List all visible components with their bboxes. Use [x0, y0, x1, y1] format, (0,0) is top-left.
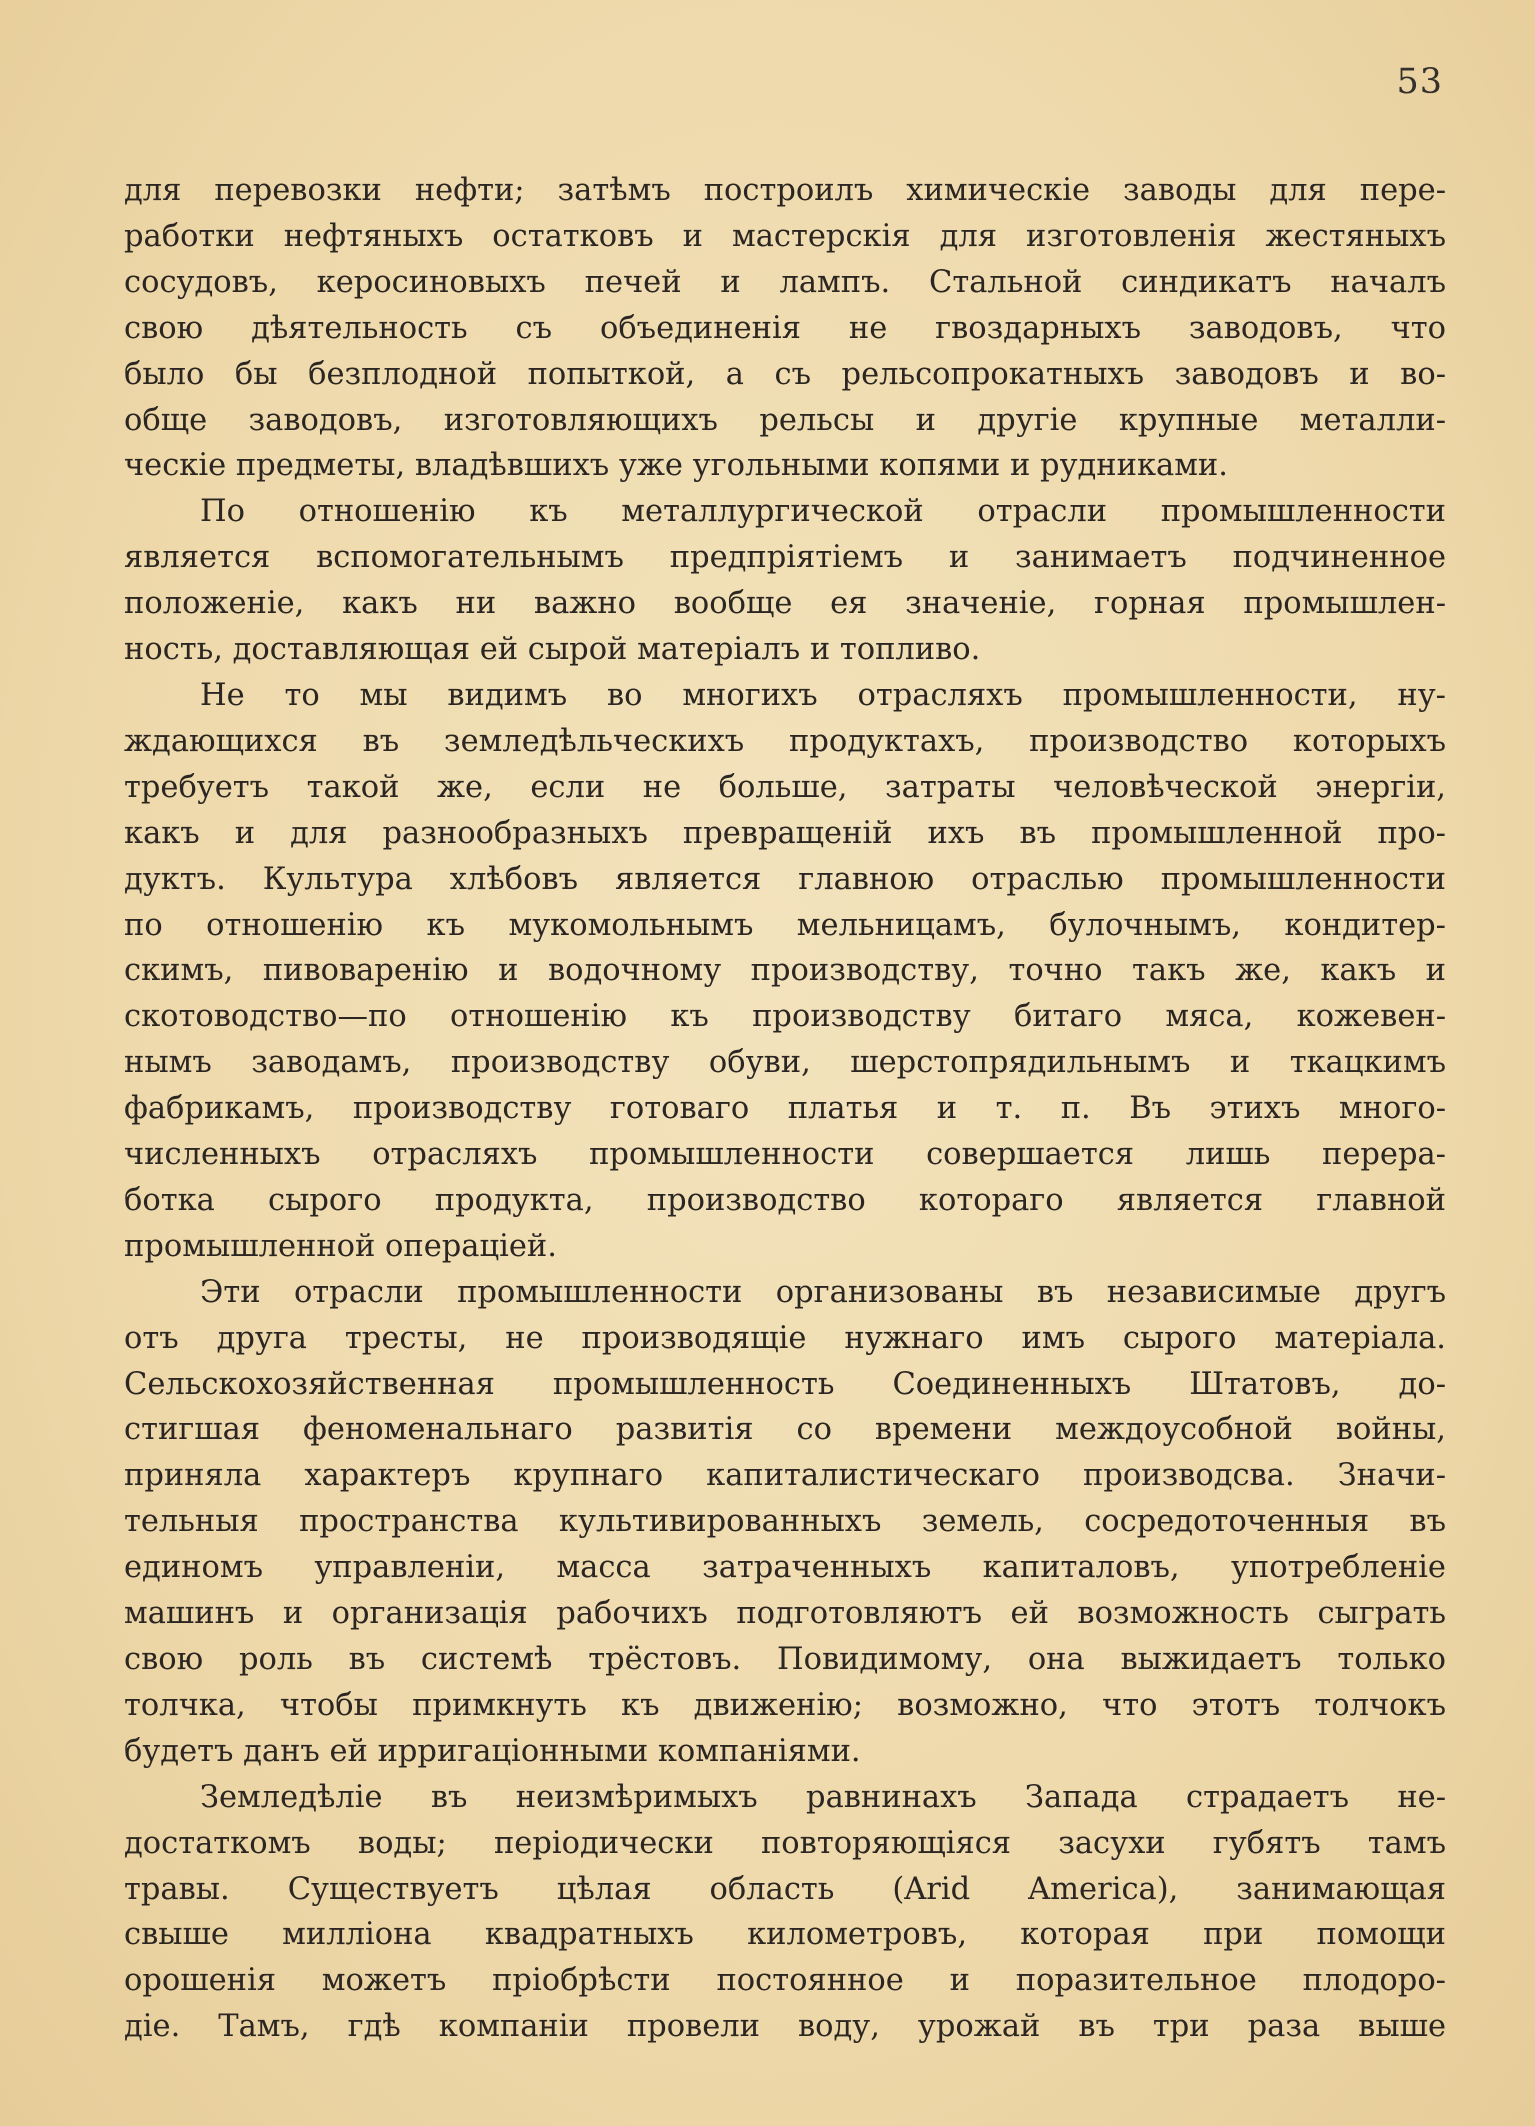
text-line: требуетъ такой же, если не больше, затраты человѣческой энергіи, — [124, 769, 1446, 805]
text-line: тельныя пространства культивированныхъ земель, сосредоточенныя въ — [124, 1504, 1446, 1540]
page-number: 53 — [1396, 62, 1443, 102]
text-line: обще заводовъ, изготовляющихъ рельсы и другіе крупные металли- — [124, 402, 1446, 438]
text-line: свою роль въ системѣ трёстовъ. Повидимому, она выжидаетъ только — [124, 1642, 1446, 1677]
text-line: орошенія можетъ пріобрѣсти постоянное и поразительное плодоро- — [124, 1963, 1446, 1999]
text-line: дуктъ. Культура хлѣбовъ является главною отраслью промышленности — [124, 861, 1446, 897]
text-line: толчка, чтобы примкнуть къ движенію; возможно, что этотъ толчокъ — [124, 1687, 1446, 1723]
text-line: скимъ, пивоваренію и водочному производству, точно такъ же, какъ и — [124, 953, 1446, 989]
paragraph — [124, 168, 1446, 489]
text-line: Не то мы видимъ во многихъ отрасляхъ промышленности, ну- — [200, 677, 1446, 713]
text-line: фабрикамъ, производству готоваго платья и т. п. Въ этихъ много- — [124, 1091, 1446, 1127]
text-line: положеніе, какъ ни важно вообще ея значеніе, горная промышлен- — [124, 586, 1446, 622]
text-line: травы. Существуетъ цѣлая область (Arid America), занимающая — [124, 1871, 1446, 1907]
text-line: ность, доставляющая ей сырой матеріалъ и топливо. — [124, 632, 981, 668]
text-line: По отношенію къ металлургической отрасли промышленности — [200, 494, 1446, 530]
text-line: ботка сырого продукта, производство котораго является главной — [124, 1182, 1446, 1218]
body-text — [124, 168, 1446, 2050]
text-line: ждающихся въ земледѣльческихъ продуктахъ, производство которыхъ — [124, 723, 1446, 759]
text-line: было бы безплодной попыткой, а съ рельсопрокатныхъ заводовъ и во- — [124, 356, 1446, 392]
paragraph — [124, 1775, 1446, 2050]
text-line: промышленной операціей. — [124, 1228, 557, 1264]
paragraph — [124, 1270, 1446, 1775]
text-line: скотоводство—по отношенію къ производству битаго мяса, кожевен- — [124, 999, 1446, 1035]
text-line: Сельскохозяйственная промышленность Соединенныхъ Штатовъ, до- — [124, 1366, 1446, 1402]
text-line: отъ друга тресты, не производящіе нужнаго имъ сырого матеріала. — [124, 1320, 1446, 1356]
text-line: для перевозки нефти; затѣмъ построилъ химическіе заводы для пере- — [124, 173, 1446, 208]
text-line: достаткомъ воды; періодически повторяющіяся засухи губятъ тамъ — [124, 1825, 1446, 1861]
text-line: численныхъ отрасляхъ промышленности совершается лишь перера- — [124, 1137, 1446, 1173]
text-line: стигшая феноменальнаго развитія со времени междоусобной войны, — [124, 1412, 1446, 1448]
text-line: приняла характеръ крупнаго капиталистическаго производсва. Значи- — [124, 1458, 1446, 1494]
text-line: единомъ управленіи, масса затраченныхъ капиталовъ, употребленіе — [124, 1550, 1446, 1586]
paragraph — [124, 673, 1446, 1270]
text-line: свою дѣятельность съ объединенія не гвоздарныхъ заводовъ, что — [124, 310, 1446, 346]
text-line: Земледѣліе въ неизмѣримыхъ равнинахъ Запада страдаетъ не- — [200, 1779, 1446, 1815]
text-line: діе. Тамъ, гдѣ компаніи провели воду, урожай въ три раза выше — [124, 2009, 1446, 2045]
text-line: по отношенію къ мукомольнымъ мельницамъ, булочнымъ, кондитер- — [124, 907, 1446, 943]
text-line: является вспомогательнымъ предпріятіемъ и занимаетъ подчиненное — [124, 540, 1446, 576]
text-line: будетъ данъ ей ирригаціонными компаніями. — [124, 1733, 861, 1769]
text-line: машинъ и организація рабочихъ подготовляютъ ей возможность сыграть — [124, 1596, 1446, 1632]
paragraph — [124, 489, 1446, 673]
text-line: свыше милліона квадратныхъ километровъ, которая при помощи — [124, 1917, 1446, 1953]
text-line: Эти отрасли промышленности организованы въ независимые другъ — [200, 1274, 1446, 1310]
text-line: какъ и для разнообразныхъ превращеній ихъ въ промышленной про- — [124, 815, 1446, 851]
text-line: нымъ заводамъ, производству обуви, шерстопрядильнымъ и ткацкимъ — [124, 1045, 1446, 1081]
text-line: работки нефтяныхъ остатковъ и мастерскія для изготовленія жестяныхъ — [124, 218, 1446, 254]
text-line: сосудовъ, керосиновыхъ печей и лампъ. Стальной синдикатъ началъ — [124, 264, 1446, 300]
text-line: ческіе предметы, владѣвшихъ уже угольными копями и рудниками. — [124, 448, 1228, 484]
